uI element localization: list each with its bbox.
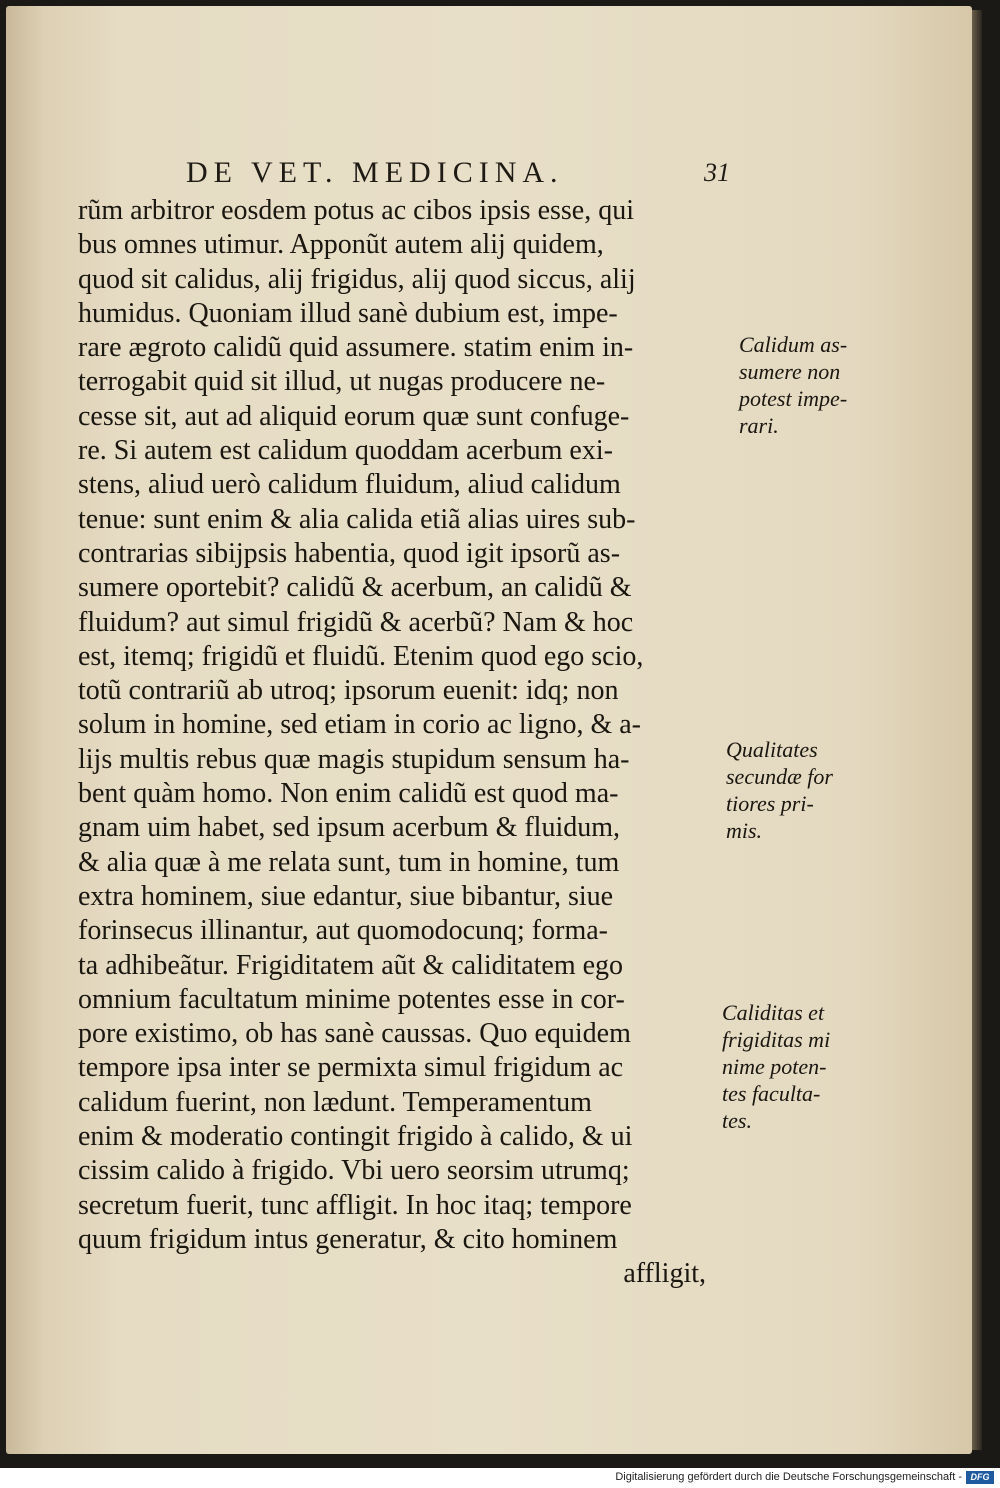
text-line: gnam uim habet, sed ipsum acerbum & fluidum, xyxy=(78,812,621,844)
page-edge xyxy=(972,10,982,1450)
marginal-note-line: rari. xyxy=(739,413,779,438)
text-line: secretum fuerit, tunc affligit. In hoc itaq; tempore xyxy=(78,1189,632,1221)
text-line: fluidum? aut simul frigidũ & acerbũ? Nam & hoc xyxy=(78,606,634,638)
body-text xyxy=(78,194,728,1292)
text-line: bus omnes utimur. Apponũt autem alij quidem, xyxy=(78,229,604,261)
marginal-note-2 xyxy=(726,736,833,844)
text-line: enim & moderatio contingit frigido à calido, & ui xyxy=(78,1121,633,1153)
footer-credit: Digitalisierung gefördert durch die Deutsche Forschungsgemeinschaft - xyxy=(615,1471,962,1483)
text-line: calidum fuerint, non lædunt. Temperamentum xyxy=(78,1086,592,1118)
text-line: solum in homine, sed etiam in corio ac ligno, & a- xyxy=(78,709,641,741)
text-line: affligit, xyxy=(623,1258,706,1290)
text-line: extra hominem, siue edantur, siue bibantur, siue xyxy=(78,880,614,912)
text-line: est, itemq; frigidũ et fluidũ. Etenim quod ego scio, xyxy=(78,640,644,672)
marginal-note-line: sumere non xyxy=(739,359,841,384)
dfg-logo: DFG xyxy=(966,1471,994,1484)
text-line: cesse sit, aut ad aliquid eorum quæ sunt confuge- xyxy=(78,400,630,432)
text-line: pore existimo, ob has sanè caussas. Quo equidem xyxy=(78,1018,631,1050)
marginal-note-line: secundæ for xyxy=(726,764,833,789)
marginal-note-line: Caliditas et xyxy=(722,1000,825,1025)
marginal-note-line: tes. xyxy=(722,1108,752,1133)
marginal-note-1 xyxy=(739,331,847,439)
text-line: omnium facultatum minime potentes esse in cor- xyxy=(78,983,625,1015)
marginal-note-line: tes faculta- xyxy=(722,1081,821,1106)
text-line: tenue: sunt enim & alia calida etiã alias uires sub- xyxy=(78,503,636,535)
text-line: humidus. Quoniam illud sanè dubium est, impe- xyxy=(78,297,618,329)
text-line: rũm arbitror eosdem potus ac cibos ipsis esse, qui xyxy=(78,195,635,226)
text-line: terrogabit quid sit illud, ut nugas producere ne- xyxy=(78,366,606,398)
text-line: quum frigidum intus generatur, & cito hominem xyxy=(78,1223,618,1255)
text-line: contrarias sibijpsis habentia, quod igit ipsorũ as- xyxy=(78,537,621,569)
text-line: tempore ipsa inter se permixta simul frigidum ac xyxy=(78,1052,624,1084)
marginal-note-line: mis. xyxy=(726,818,763,843)
text-line: totũ contrariũ ab utroq; ipsorum euenit: idq; non xyxy=(78,675,619,707)
text-line: stens, aliud uerò calidum fluidum, aliud calidum xyxy=(78,469,621,501)
running-title: DE VET. MEDICINA. xyxy=(186,156,564,189)
marginal-note-line: Qualitates xyxy=(726,737,818,762)
text-line: forinsecus illinantur, aut quomodocunq; forma- xyxy=(78,915,608,947)
text-line: ta adhibeãtur. Frigiditatem aũt & caliditatem ego xyxy=(78,949,624,981)
text-line: lijs multis rebus quæ magis stupidum sensum ha- xyxy=(78,743,630,775)
text-line: & alia quæ à me relata sunt, tum in homine, tum xyxy=(78,846,620,878)
marginal-note-line: nime poten- xyxy=(722,1054,827,1079)
text-line: re. Si autem est calidum quoddam acerbum exi- xyxy=(78,435,613,467)
marginal-note-line: frigiditas mi xyxy=(722,1027,831,1052)
marginal-note-line: tiores pri- xyxy=(726,791,814,816)
text-line: cissim calido à frigido. Vbi uero seorsim utrumq; xyxy=(78,1155,630,1187)
marginal-note-3 xyxy=(722,999,830,1134)
book-page xyxy=(6,6,972,1454)
marginal-note-line: Calidum as- xyxy=(739,332,848,357)
footer-bar xyxy=(0,1468,1000,1488)
text-line: bent quàm homo. Non enim calidũ est quod ma- xyxy=(78,778,619,810)
text-line: sumere oportebit? calidũ & acerbum, an calidũ & xyxy=(78,572,632,604)
marginal-note-line: potest impe- xyxy=(739,386,848,411)
text-line: rare ægroto calidũ quid assumere. statim enim in- xyxy=(78,332,634,364)
running-head xyxy=(186,156,746,196)
text-line: quod sit calidus, alij frigidus, alij quod siccus, alij xyxy=(78,263,636,295)
page-number: 31 xyxy=(704,158,730,187)
